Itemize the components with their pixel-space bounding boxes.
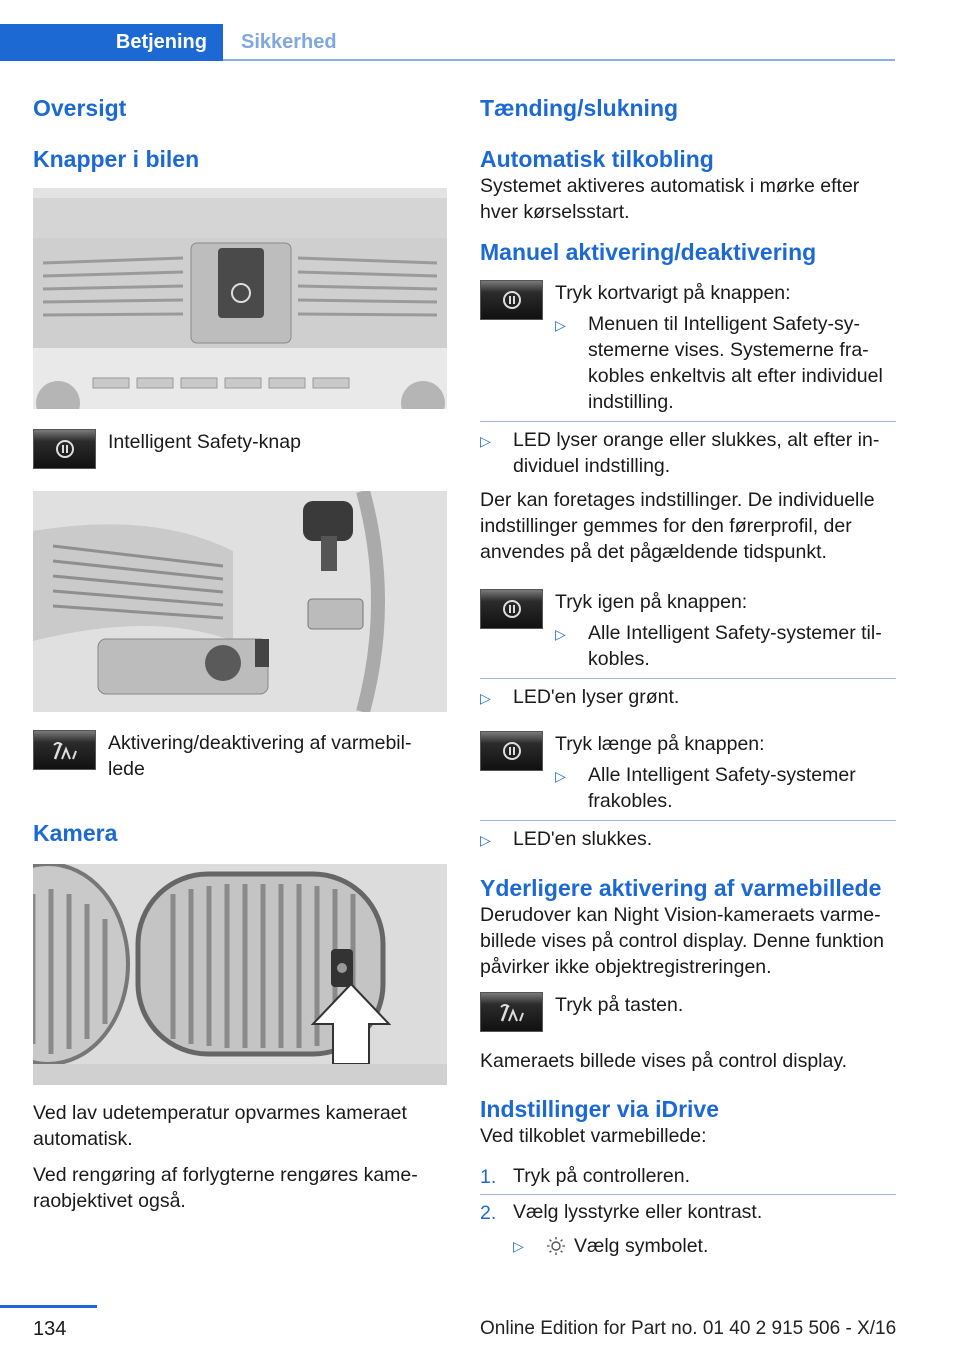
photo-camera-grille — [33, 864, 447, 1085]
step3-bullet1: Alle Intelligent Safety-systemer frakobles. — [588, 764, 856, 812]
list-item — [555, 620, 896, 672]
icon1-caption: Intelligent Safety-knap — [108, 431, 301, 453]
footer-edition: Online Edition for Part no. 01 40 2 915 506 - X/16 — [480, 1318, 897, 1339]
list-item — [480, 684, 896, 711]
para-lav-udetemperatur: Ved lav udetemperatur opvarmes kameraet automatisk. — [33, 1102, 407, 1150]
para-kameraets: Kameraets billede vises på control display. — [480, 1050, 848, 1072]
bullet-triangle-icon: ▷ — [555, 768, 566, 784]
step3-bullet2: LED'en slukkes. — [513, 828, 653, 850]
heading-idrive: Indstillinger via iDrive — [480, 1096, 720, 1122]
icon2-caption: Aktivering/deaktivering af varmebil‐lede — [108, 732, 412, 780]
thermal-image-icon — [480, 992, 543, 1032]
list-item — [480, 1199, 896, 1226]
list-item — [480, 826, 896, 853]
right-column — [480, 95, 896, 1259]
para-indstillinger: Der kan foretages indstillinger. De individuelle indstillinger gemmes for den førerprofil, der anvendes på det pågældende tidspunkt. — [480, 489, 875, 563]
legend-thermal-button — [33, 730, 447, 782]
left-column — [33, 95, 447, 1214]
bullet-triangle-icon: ▷ — [555, 317, 566, 333]
step2-lead: Tryk igen på knappen: — [555, 591, 748, 613]
numbered-step-1: Tryk på controlleren. — [513, 1165, 691, 1187]
numbered-step-2: Vælg lysstyrke eller kontrast. — [513, 1201, 763, 1223]
bullet-triangle-icon: ▷ — [513, 1238, 524, 1254]
heading-automatisk: Automatisk tilkobling — [480, 146, 714, 172]
bullet-triangle-icon: ▷ — [480, 690, 491, 706]
step2-bullet1: Alle Intelligent Safety-systemer til‐kobles. — [588, 622, 882, 670]
list-number: 1. — [480, 1166, 497, 1188]
safety-button-icon — [480, 731, 543, 771]
step3-lead: Tryk længe på knappen: — [555, 733, 765, 755]
step1-lead: Tryk kortvarigt på knappen: — [555, 282, 791, 304]
list-item — [480, 427, 896, 479]
step-tryk-kortvarigt — [480, 280, 896, 415]
para-yderligere: Derudover kan Night Vision-kameraets varme‐billede vises på control display. Denne funktion påvirker ikke objektregistreringen. — [480, 904, 884, 978]
safety-button-icon — [480, 589, 543, 629]
thermal-image-icon — [33, 730, 96, 770]
divider — [480, 820, 896, 821]
bullet-triangle-icon: ▷ — [480, 832, 491, 848]
list-number: 2. — [480, 1202, 497, 1224]
numbered-step-2-bullet: Vælg symbolet. — [574, 1234, 709, 1257]
divider — [480, 1194, 896, 1195]
page-header — [0, 0, 960, 62]
heading-knapper: Knapper i bilen — [33, 146, 200, 172]
heading-kamera: Kamera — [33, 820, 118, 846]
brightness-sun-icon — [546, 1236, 566, 1256]
para-automatisk: Systemet aktiveres automatisk i mørke efter hver kørselsstart. — [480, 175, 860, 223]
divider — [480, 421, 896, 422]
divider — [480, 678, 896, 679]
tab-betjening[interactable]: Betjening — [0, 24, 223, 61]
step1-bullet1: Menuen til Intelligent Safety-sy‐stemerne vises. Systemerne fra‐kobles enkeltvis alt efter individuel indstilling. — [588, 313, 883, 413]
header-divider — [223, 59, 895, 61]
heading-manuel: Manuel aktivering/deaktivering — [480, 239, 817, 265]
safety-button-icon — [33, 429, 96, 469]
list-item — [513, 1232, 896, 1259]
step-tryk-laenge — [480, 731, 896, 814]
bullet-triangle-icon: ▷ — [555, 626, 566, 642]
heading-oversigt: Oversigt — [33, 95, 127, 121]
step4-lead: Tryk på tasten. — [555, 994, 684, 1016]
heading-taending: Tænding/slukning — [480, 95, 679, 121]
photo-dashboard-safety-button — [33, 188, 447, 409]
para-ved-tilkoblet: Ved tilkoblet varmebillede: — [480, 1125, 707, 1147]
list-item — [555, 762, 896, 814]
list-item — [555, 311, 896, 415]
photo-light-switch — [33, 491, 447, 712]
heading-yderligere: Yderligere aktivering af varmebillede — [480, 875, 882, 901]
bullet-triangle-icon: ▷ — [480, 433, 491, 449]
tab-sikkerhed[interactable]: Sikkerhed — [241, 31, 337, 53]
step1-bullet2: LED lyser orange eller slukkes, alt efter in‐dividuel indstilling. — [513, 429, 880, 477]
safety-button-icon — [480, 280, 543, 320]
footer-divider — [0, 1305, 97, 1308]
step-tryk-igen — [480, 589, 896, 672]
page-number: 134 — [33, 1318, 67, 1340]
para-rengoering: Ved rengøring af forlygterne rengøres kame‐raobjektivet også. — [33, 1164, 418, 1212]
step2-bullet2: LED'en lyser grønt. — [513, 686, 680, 708]
legend-safety-button — [33, 429, 447, 469]
step-tryk-tasten — [480, 992, 896, 1032]
list-item — [480, 1163, 896, 1190]
